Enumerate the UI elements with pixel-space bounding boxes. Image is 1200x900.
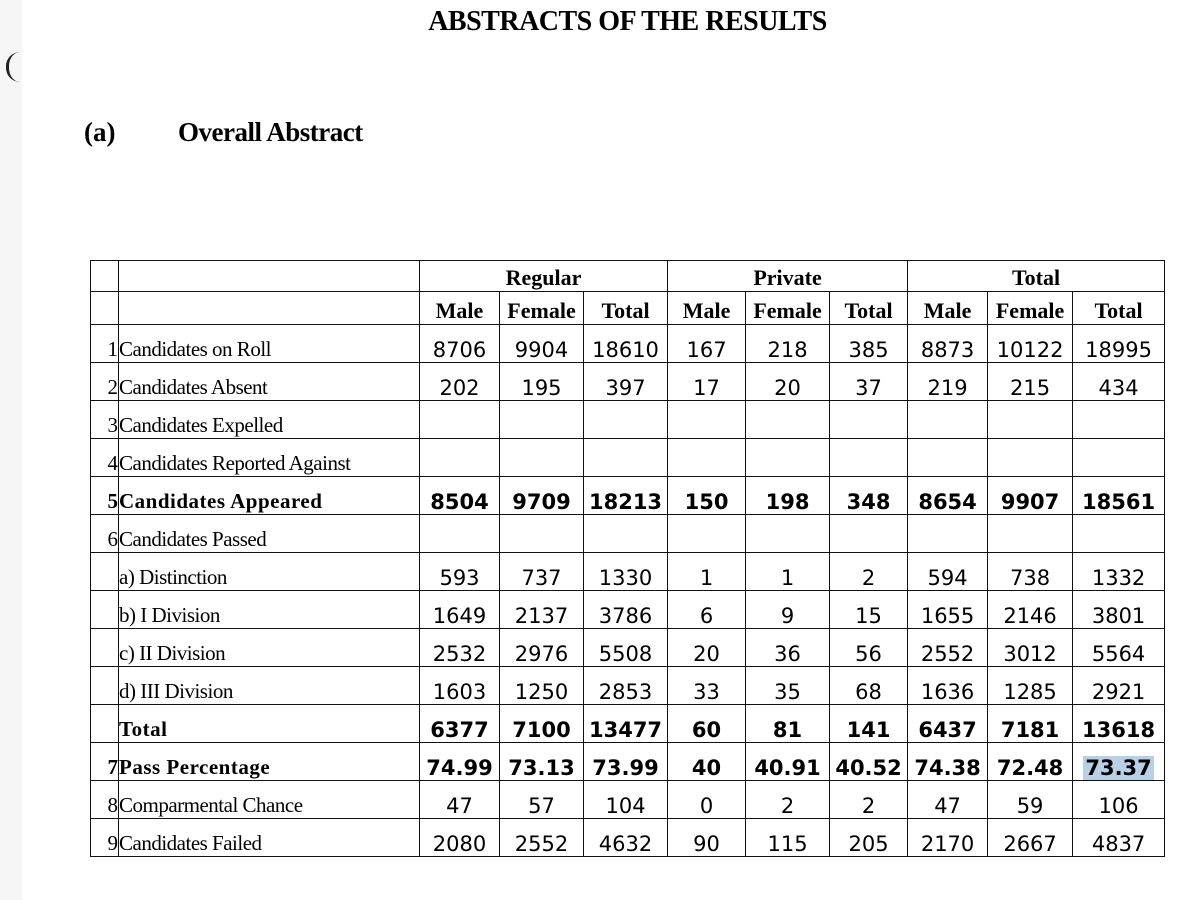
- table-cell: 1250: [500, 667, 584, 705]
- table-cell: 0: [668, 781, 746, 819]
- table-cell: 104: [584, 781, 668, 819]
- table-cell: 4632: [584, 819, 668, 857]
- table-cell: 8873: [908, 325, 988, 363]
- row-number: 7: [91, 743, 119, 781]
- table-cell: 17: [668, 363, 746, 401]
- table-row: [91, 401, 1165, 439]
- table-cell: 40: [668, 743, 746, 781]
- table-cell: 738: [988, 553, 1073, 591]
- column-header: Total: [1073, 292, 1165, 325]
- table-cell: 8654: [908, 477, 988, 515]
- table-cell: 150: [668, 477, 746, 515]
- page-title: ABSTRACTS OF THE RESULTS: [428, 6, 827, 37]
- row-label: Candidates on Roll: [119, 325, 420, 363]
- table-cell: 9: [746, 591, 830, 629]
- table-cell: 348: [830, 477, 908, 515]
- row-label: c) II Division: [119, 629, 420, 667]
- table-cell: 2: [746, 781, 830, 819]
- table-cell: 4837: [1073, 819, 1165, 857]
- row-label: b) I Division: [119, 591, 420, 629]
- table-cell: [584, 401, 668, 439]
- table-cell: 9904: [500, 325, 584, 363]
- table-cell: 47: [908, 781, 988, 819]
- table-cell: [1073, 401, 1165, 439]
- table-cell: [908, 439, 988, 477]
- table-cell: [908, 401, 988, 439]
- table-cell: 219: [908, 363, 988, 401]
- table-cell: 2: [830, 553, 908, 591]
- row-number: [91, 667, 119, 705]
- table-cell: 35: [746, 667, 830, 705]
- table-cell: 1636: [908, 667, 988, 705]
- table-cell: [420, 401, 500, 439]
- table-cell: 68: [830, 667, 908, 705]
- table-cell: 5564: [1073, 629, 1165, 667]
- table-cell: 3012: [988, 629, 1073, 667]
- table-cell: [908, 515, 988, 553]
- table-cell: 7181: [988, 705, 1073, 743]
- table-cell: [746, 439, 830, 477]
- row-label: a) Distinction: [119, 553, 420, 591]
- row-number: [91, 591, 119, 629]
- table-cell: 2853: [584, 667, 668, 705]
- table-cell: [988, 439, 1073, 477]
- table-cell: 72.48: [988, 743, 1073, 781]
- table-cell: 2552: [500, 819, 584, 857]
- table-row: [91, 553, 1165, 591]
- table-cell: 1655: [908, 591, 988, 629]
- table-row: [91, 743, 1165, 781]
- table-cell: 3801: [1073, 591, 1165, 629]
- table-cell: 9907: [988, 477, 1073, 515]
- table-cell: 167: [668, 325, 746, 363]
- table-cell: 60: [668, 705, 746, 743]
- group-header-regular: Regular: [420, 261, 668, 292]
- row-number: [91, 705, 119, 743]
- row-number: 3: [91, 401, 119, 439]
- table-cell: 47: [420, 781, 500, 819]
- table-cell: [1073, 743, 1165, 781]
- table-row: [91, 591, 1165, 629]
- header-blank-no: [91, 261, 119, 292]
- column-header: Female: [988, 292, 1073, 325]
- table-row: [91, 819, 1165, 857]
- row-number: 9: [91, 819, 119, 857]
- table-cell: [584, 439, 668, 477]
- table-cell: 37: [830, 363, 908, 401]
- table-cell: [668, 439, 746, 477]
- header-blank-label: [119, 292, 420, 325]
- row-label: d) III Division: [119, 667, 420, 705]
- table-group-header-row: [91, 261, 1165, 292]
- row-number: 8: [91, 781, 119, 819]
- table-cell: 593: [420, 553, 500, 591]
- column-header: Male: [420, 292, 500, 325]
- table-cell: 1332: [1073, 553, 1165, 591]
- table-cell: 15: [830, 591, 908, 629]
- table-cell: [668, 515, 746, 553]
- table-cell: [988, 401, 1073, 439]
- table-cell: 3786: [584, 591, 668, 629]
- table-cell: [1073, 515, 1165, 553]
- table-cell: 90: [668, 819, 746, 857]
- row-label: Total: [119, 705, 420, 743]
- table-cell: 385: [830, 325, 908, 363]
- table-cell: 74.38: [908, 743, 988, 781]
- column-header: Male: [668, 292, 746, 325]
- group-header-private: Private: [668, 261, 908, 292]
- row-label: Candidates Appeared: [119, 477, 420, 515]
- table-cell: 5508: [584, 629, 668, 667]
- table-cell: 8706: [420, 325, 500, 363]
- table-cell: 2146: [988, 591, 1073, 629]
- row-label: Candidates Reported Against: [119, 439, 420, 477]
- table-cell: 36: [746, 629, 830, 667]
- row-label: Candidates Passed: [119, 515, 420, 553]
- page-left-edge: [0, 0, 22, 900]
- section-letter: (a): [84, 117, 116, 147]
- table-cell: [500, 439, 584, 477]
- column-header: Male: [908, 292, 988, 325]
- table-cell: 40.91: [746, 743, 830, 781]
- table-cell: [420, 515, 500, 553]
- table-cell: 2552: [908, 629, 988, 667]
- table-cell: 18995: [1073, 325, 1165, 363]
- table-cell: 20: [668, 629, 746, 667]
- row-number: 4: [91, 439, 119, 477]
- row-label: Pass Percentage: [119, 743, 420, 781]
- table-cell: 2921: [1073, 667, 1165, 705]
- table-row: [91, 325, 1165, 363]
- table-cell: 2976: [500, 629, 584, 667]
- row-number: 5: [91, 477, 119, 515]
- table-cell: 1: [746, 553, 830, 591]
- table-cell: [500, 515, 584, 553]
- row-number: [91, 629, 119, 667]
- table-row: [91, 363, 1165, 401]
- row-number: 2: [91, 363, 119, 401]
- column-header: Total: [830, 292, 908, 325]
- table-cell: 6377: [420, 705, 500, 743]
- column-header: Female: [500, 292, 584, 325]
- table-cell: 115: [746, 819, 830, 857]
- table-cell: [584, 515, 668, 553]
- table-cell: 59: [988, 781, 1073, 819]
- table-cell: [746, 515, 830, 553]
- table-cell: 1330: [584, 553, 668, 591]
- table-cell: 8504: [420, 477, 500, 515]
- table-cell: [988, 515, 1073, 553]
- table-cell: 1: [668, 553, 746, 591]
- table-cell: 18561: [1073, 477, 1165, 515]
- table-cell: 10122: [988, 325, 1073, 363]
- table-cell: 1603: [420, 667, 500, 705]
- table-cell: 73.99: [584, 743, 668, 781]
- table-cell: 57: [500, 781, 584, 819]
- row-number: [91, 553, 119, 591]
- row-number: 6: [91, 515, 119, 553]
- table-row: [91, 705, 1165, 743]
- table-cell: 2170: [908, 819, 988, 857]
- table-cell: 2532: [420, 629, 500, 667]
- table-cell: 20: [746, 363, 830, 401]
- table-cell: 2: [830, 781, 908, 819]
- table-row: [91, 515, 1165, 553]
- table-row: [91, 477, 1165, 515]
- row-number: 1: [91, 325, 119, 363]
- column-header: Total: [584, 292, 668, 325]
- table-cell: [830, 515, 908, 553]
- section-title: Overall Abstract: [178, 117, 363, 147]
- table-row: [91, 439, 1165, 477]
- table-cell: 141: [830, 705, 908, 743]
- table-cell: 18610: [584, 325, 668, 363]
- table-cell: 18213: [584, 477, 668, 515]
- table-cell: 106: [1073, 781, 1165, 819]
- table-cell: [746, 401, 830, 439]
- table-cell: 195: [500, 363, 584, 401]
- table-cell: 7100: [500, 705, 584, 743]
- table-cell: 1285: [988, 667, 1073, 705]
- table-cell: 2667: [988, 819, 1073, 857]
- table-cell: 56: [830, 629, 908, 667]
- table-cell: 81: [746, 705, 830, 743]
- table-cell: 9709: [500, 477, 584, 515]
- table-cell: 40.52: [830, 743, 908, 781]
- table-cell: 13618: [1073, 705, 1165, 743]
- table-sub-header-row: [91, 292, 1165, 325]
- table-cell: [830, 401, 908, 439]
- table-cell: 13477: [584, 705, 668, 743]
- table-cell: 33: [668, 667, 746, 705]
- column-header: Female: [746, 292, 830, 325]
- table-cell: [1073, 439, 1165, 477]
- row-label: Candidates Expelled: [119, 401, 420, 439]
- table-cell: 198: [746, 477, 830, 515]
- table-cell: 2137: [500, 591, 584, 629]
- table-cell: 6: [668, 591, 746, 629]
- header-blank-label: [119, 261, 420, 292]
- table-row: [91, 629, 1165, 667]
- table-cell: 202: [420, 363, 500, 401]
- row-label: Candidates Absent: [119, 363, 420, 401]
- table-cell: [500, 401, 584, 439]
- table-cell: 434: [1073, 363, 1165, 401]
- table-row: [91, 667, 1165, 705]
- table-cell: [668, 401, 746, 439]
- row-label: Comparmental Chance: [119, 781, 420, 819]
- group-header-total: Total: [908, 261, 1165, 292]
- table-cell: 1649: [420, 591, 500, 629]
- table-cell: [420, 439, 500, 477]
- table-cell: 218: [746, 325, 830, 363]
- highlighted-value: 73.37: [1085, 756, 1152, 780]
- table-row: [91, 781, 1165, 819]
- table-cell: 737: [500, 553, 584, 591]
- table-body: [91, 325, 1165, 857]
- table-cell: 73.13: [500, 743, 584, 781]
- table-cell: 6437: [908, 705, 988, 743]
- table-cell: 74.99: [420, 743, 500, 781]
- row-label: Candidates Failed: [119, 819, 420, 857]
- table-cell: 594: [908, 553, 988, 591]
- table-cell: 397: [584, 363, 668, 401]
- results-table: [90, 260, 1165, 857]
- table-cell: 205: [830, 819, 908, 857]
- table-cell: [830, 439, 908, 477]
- table-cell: 2080: [420, 819, 500, 857]
- table-cell: 215: [988, 363, 1073, 401]
- header-blank-no: [91, 292, 119, 325]
